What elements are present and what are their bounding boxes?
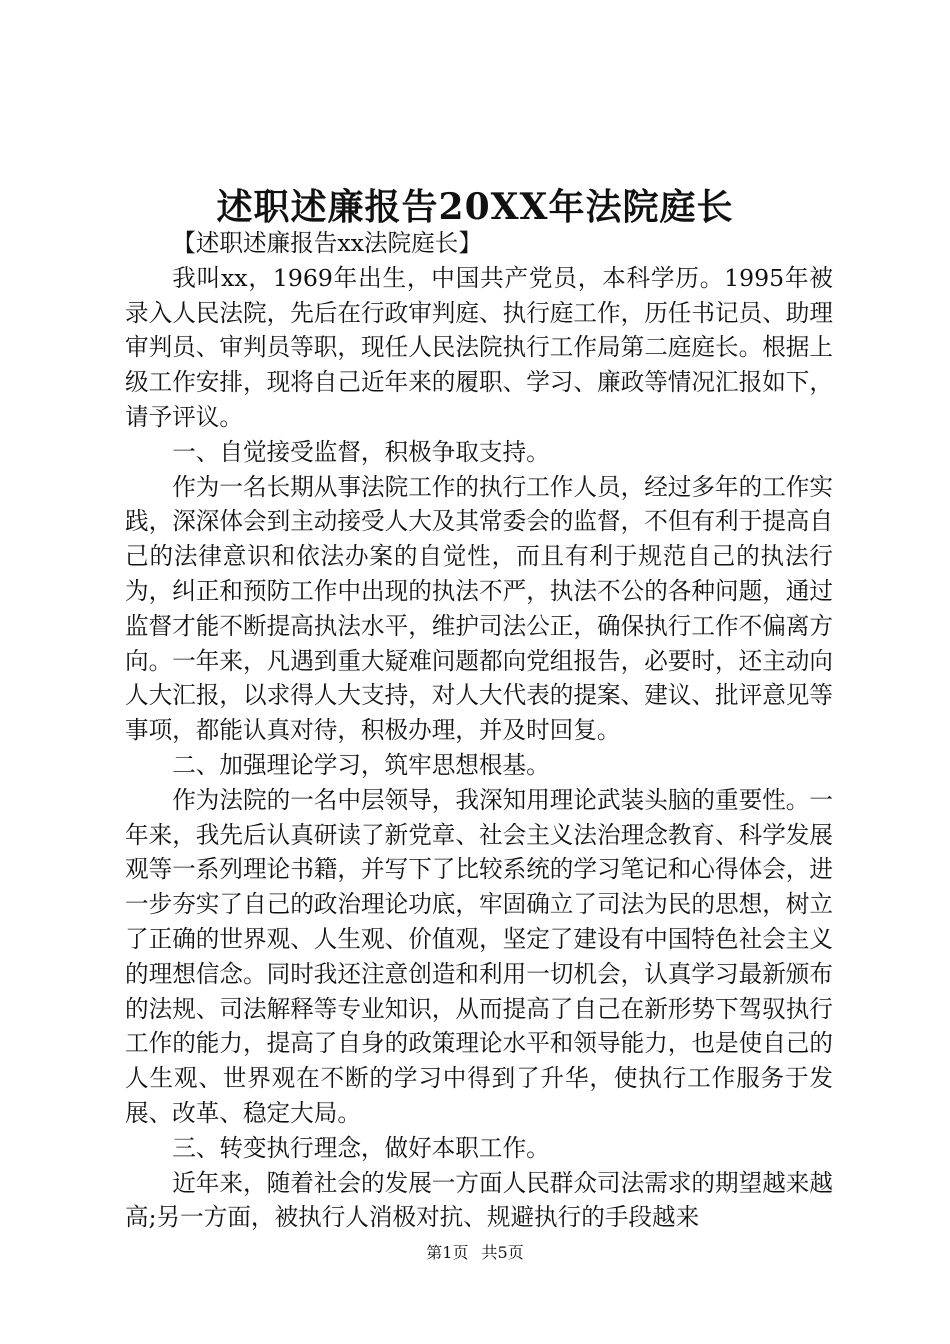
page-total: 共5页 [481,1243,524,1262]
subtitle-paragraph: 【述职述廉报告xx法院庭长】 [172,229,482,257]
document-body [125,226,833,1235]
page-number: 第1页 [426,1243,469,1262]
intro-paragraph: 我叫xx，1969年出生，中国共产党员，本科学历。1995年被录入人民法院，先后在行政审判庭、执行庭工作，历任书记员、助理审判员、审判员等职，现任人民法院执行工作局第二庭庭长。根据上级工作安排，现将自己近年来的履职、学习、廉政等情况汇报如下，请予评议。 [125,263,833,431]
section-heading-3: 三、转变执行理念，做好本职工作。 [172,1133,550,1162]
section-1-paragraph: 作为一名长期从事法院工作的执行工作人员，经过多年的工作实践，深深体会到主动接受人大及其常委会的监督，不但有利于提高自己的法律意识和依法办案的自觉性，而且有利于规范自己的执法行为，纠正和预防工作中出现的执法不严，执法不公的各种问题，通过监督才能不断提高执法水平，维护司法公正，确保执行工作不偏离方向。一年来，凡遇到重大疑难问题都向党组报告，必要时，还主动向人大汇报，以求得人大支持，对人大代表的提案、建议、批评意见等事项，都能认真对待，积极办理，并及时回复。 [125,472,833,745]
section-2-paragraph: 作为法院的一名中层领导，我深知用理论武装头脑的重要性。一年来，我先后认真研读了新党章、社会主义法治理念教育、科学发展观等一系列理论书籍，并写下了比较系统的学习笔记和心得体会，进一步夯实了自己的政治理论功底，牢固确立了司法为民的思想，树立了正确的世界观、人生观、价值观，坚定了建设有中国特色社会主义的理想信念。同时我还注意创造和利用一切机会，认真学习最新颁布的法规、司法解释等专业知识，从而提高了自己在新形势下驾驭执行工作的能力，提高了自身的政策理论水平和领导能力，也是使自己的人生观、世界观在不断的学习中得到了升华，使执行工作服务于发展、改革、稳定大局。 [125,785,833,1127]
section-heading-2: 二、加强理论学习，筑牢思想根基。 [172,750,550,779]
page-footer [0,1242,950,1264]
section-3-paragraph: 近年来，随着社会的发展一方面人民群众司法需求的期望越来越高;另一方面，被执行人消极对抗、规避执行的手段越来 [125,1168,833,1232]
section-heading-1: 一、自觉接受监督，积极争取支持。 [172,437,550,466]
document-title: 述职述廉报告20XX年法院庭长 [216,186,734,228]
